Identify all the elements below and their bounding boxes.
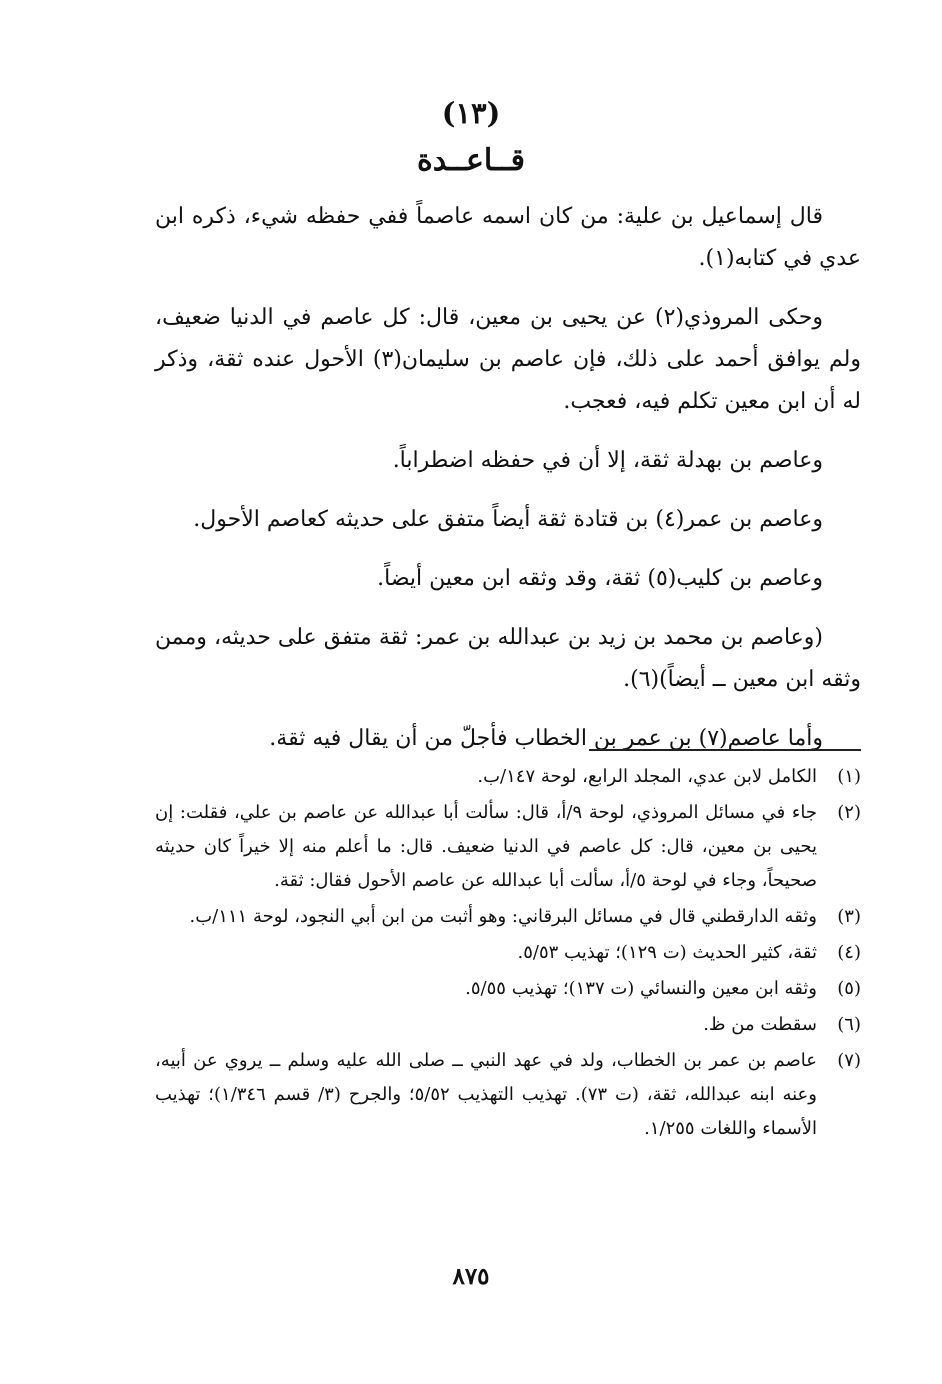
main-text bbox=[155, 196, 861, 777]
footnotes bbox=[155, 760, 861, 1148]
footnote bbox=[155, 1044, 861, 1146]
footnote-number: (٥) bbox=[837, 978, 861, 999]
footnote-number: (٤) bbox=[837, 942, 861, 963]
footnote bbox=[155, 900, 861, 934]
footnote bbox=[155, 760, 861, 794]
footnote-text: وثقه ابن معين والنسائي (ت ١٣٧)؛ تهذيب ٥/٥٥. bbox=[465, 978, 817, 999]
paragraph: وحكى المروذي(٢) عن يحيى بن معين، قال: كل عاصم في الدنيا ضعيف، ولم يوافق أحمد على ذلك، فإن عاصم بن سليمان(٣) الأحول عنده ثقة، وذكر له أن ابن معين تكلم فيه، فعجب. bbox=[155, 305, 861, 414]
footnote bbox=[155, 972, 861, 1006]
footnote-text: عاصم بن عمر بن الخطاب، ولد في عهد النبي ــ صلى الله عليه وسلم ــ يروي عن أبيه، وعنه ابنه عبدالله، ثقة، (ت ٧٣). تهذيب التهذيب ٥/٥٢؛ والجرح (٣/ قسم ١/٣٤٦)؛ تهذيب الأسماء واللغات ١/٢٥٥. bbox=[155, 1050, 817, 1139]
chapter-number: (١٣) bbox=[441, 96, 501, 130]
footnote-text: جاء في مسائل المروذي، لوحة ٩/أ، قال: سألت أبا عبدالله عن عاصم بن علي، فقلت: إن يحيى بن معين، قال: كل عاصم في الدنيا ضعيف. قال: ما أعلم منه إلا خيراً كان حديثه صحيحاً، وجاء في لوحة ٥/أ، سألت أبا عبدالله عن عاصم الأحول فقال: ثقة. bbox=[155, 802, 818, 891]
footnote-number: (٦) bbox=[837, 1014, 861, 1035]
footnote-text: الكامل لابن عدي، المجلد الرابع، لوحة ١٤٧/ب. bbox=[477, 766, 817, 787]
paragraph: قال إسماعيل بن علية: من كان اسمه عاصماً ففي حفظه شيء، ذكره ابن عدي في كتابه(١). bbox=[155, 204, 861, 271]
footnote bbox=[155, 796, 861, 898]
paragraph: وعاصم بن كليب(٥) ثقة، وقد وثقه ابن معين أيضاً. bbox=[377, 566, 823, 591]
page-number: ٨٧٥ bbox=[452, 1263, 490, 1290]
footnote-number: (٣) bbox=[837, 906, 861, 927]
paragraph: وعاصم بن عمر(٤) بن قتادة ثقة أيضاً متفق على حديثه كعاصم الأحول. bbox=[193, 507, 823, 532]
footnote-text: سقطت من ظ. bbox=[703, 1014, 817, 1035]
footnote bbox=[155, 1008, 861, 1042]
footnote-separator bbox=[589, 749, 861, 751]
footnote-text: وثقه الدارقطني قال في مسائل البرقاني: وهو أثبت من ابن أبي النجود، لوحة ١١١/ب. bbox=[189, 906, 817, 927]
footnote-number: (١) bbox=[837, 766, 861, 787]
footnote bbox=[155, 936, 861, 970]
footnote-number: (٧) bbox=[837, 1050, 861, 1071]
paragraph: (وعاصم بن محمد بن زيد بن عبدالله بن عمر: ثقة متفق على حديثه، وممن وثقه ابن معين ــ أيضاً)(٦). bbox=[155, 625, 861, 692]
footnote-text: ثقة، كثير الحديث (ت ١٢٩)؛ تهذيب ٥/٥٣. bbox=[517, 942, 817, 963]
paragraph: وعاصم بن بهدلة ثقة، إلا أن في حفظه اضطراباً. bbox=[392, 448, 823, 473]
chapter-title: قــاعــدة bbox=[416, 143, 525, 178]
paragraph: وأما عاصم(٧) بن عمر بن الخطاب فأجلّ من أن يقال فيه ثقة. bbox=[269, 726, 823, 751]
footnote-number: (٢) bbox=[837, 802, 861, 823]
